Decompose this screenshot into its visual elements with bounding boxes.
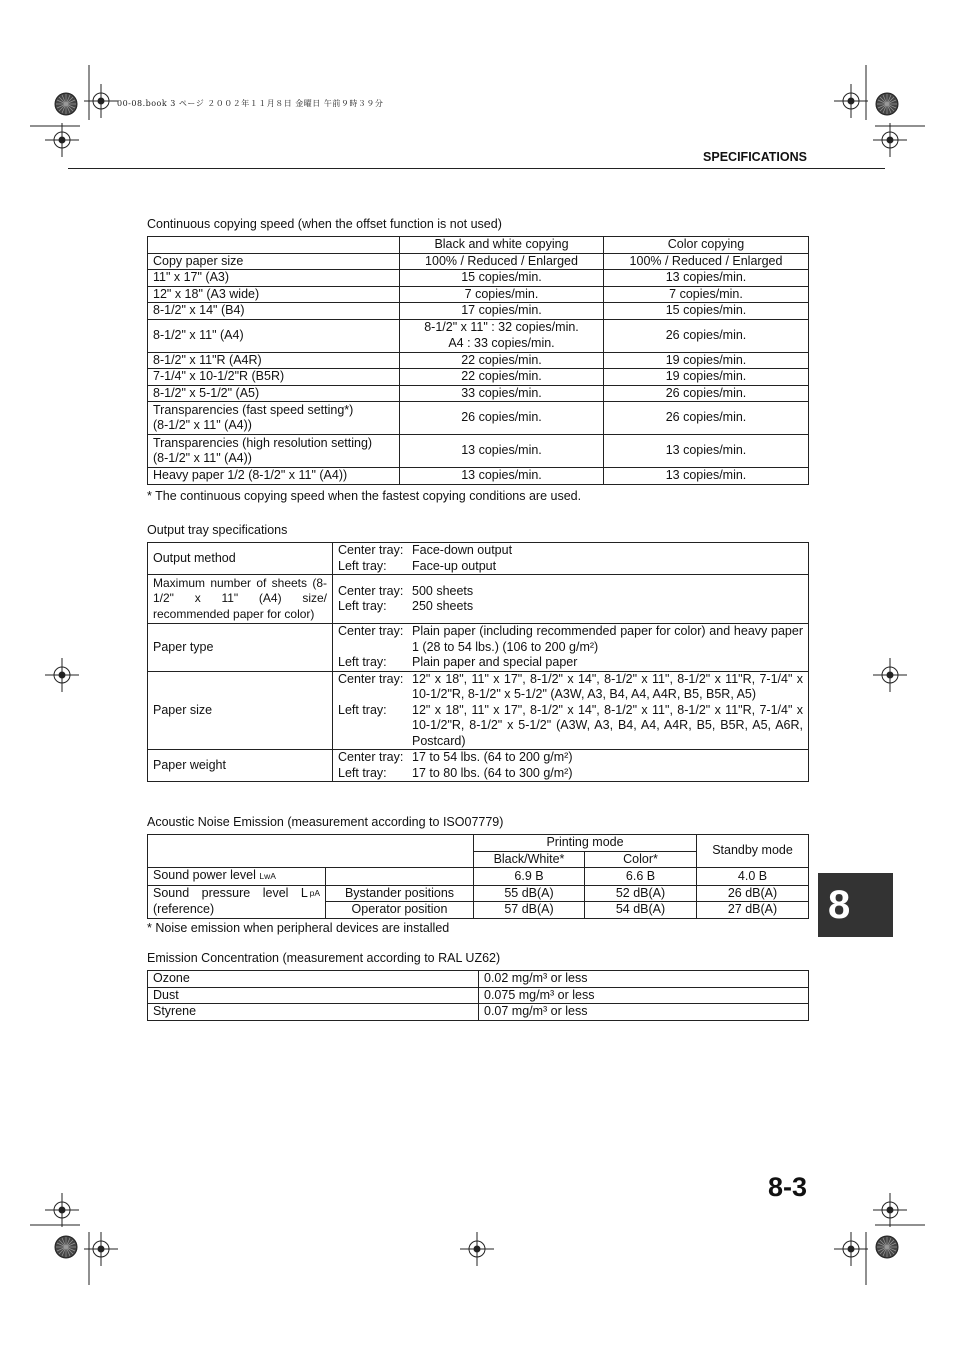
- row-label: Paper type: [148, 624, 333, 672]
- registration-crosshair-icon: [873, 658, 907, 692]
- cell-value: 17 to 54 lbs. (64 to 200 g/m²): [412, 750, 573, 764]
- center-tray-label: Center tray:: [338, 543, 404, 557]
- table-cell: 7 copies/min.: [400, 286, 604, 303]
- registration-starburst-icon: [876, 1236, 898, 1258]
- row-label: Paper weight: [148, 750, 333, 782]
- cell-value: 250 sheets: [412, 599, 474, 613]
- bw-header: Black/White*: [474, 851, 585, 868]
- cell-value: 500 sheets: [412, 583, 474, 598]
- table-cell: 4.0 B: [697, 868, 809, 886]
- table-cell: 27 dB(A): [697, 902, 809, 919]
- left-tray-label: Left tray:: [338, 599, 387, 613]
- table-cell: Transparencies (high resolution setting) (8-1/2" x 11" (A4)): [148, 435, 400, 468]
- registration-crosshair-icon: [873, 1193, 907, 1227]
- table-cell: 0.07 mg/m³ or less: [479, 1004, 809, 1021]
- table-cell: Dust: [148, 987, 479, 1004]
- left-tray-label: Left tray:: [338, 765, 387, 780]
- table-cell: 26 copies/min.: [604, 385, 809, 402]
- output-tray-caption: Output tray specifications: [147, 523, 288, 537]
- sound-pressure-label: Sound pressure level L: [153, 886, 308, 900]
- cell-value: Face-up output: [412, 558, 497, 573]
- table-cell: 0.075 mg/m³ or less: [479, 987, 809, 1004]
- left-tray-label: Left tray:: [338, 558, 387, 573]
- cell-value: 12" x 18", 11" x 17", 8-1/2" x 14", 8-1/2" x 11", 8-1/2" x 11"R, 7-1/4" x 10-1/2"R, 8-1/2" x 5-1/2" (A3W, A3, B4, A4, A4R, B5, B5R, A5, A6R, Postcard): [412, 702, 803, 748]
- table-cell: 13 copies/min.: [400, 468, 604, 485]
- table-cell: 54 dB(A): [585, 902, 697, 919]
- standby-mode-header: Standby mode: [697, 835, 809, 868]
- row-label: Output method: [148, 543, 333, 575]
- table-cell: 13 copies/min.: [604, 435, 809, 468]
- table-cell: 17 copies/min.: [400, 303, 604, 320]
- registration-crosshair-icon: [45, 658, 79, 692]
- table-cell: 8-1/2" x 14" (B4): [148, 303, 400, 320]
- table-cell: 19 copies/min.: [604, 369, 809, 386]
- cell-value: Plain paper and special paper: [412, 655, 578, 669]
- table-cell: 6.6 B: [585, 868, 697, 886]
- table-cell: 13 copies/min.: [400, 435, 604, 468]
- left-tray-label: Left tray:: [338, 655, 387, 669]
- cell-value: Plain paper (including recommended paper for color) and heavy paper 1 (28 to 54 lbs.) (106 to 200 g/m²): [412, 624, 803, 654]
- table-cell: Ozone: [148, 971, 479, 988]
- table-cell: 13 copies/min.: [604, 468, 809, 485]
- registration-crosshair-icon: [834, 1232, 868, 1266]
- sound-pressure-subscript: pA: [309, 888, 320, 898]
- cell-value: 17 to 80 lbs. (64 to 300 g/m²): [412, 765, 573, 780]
- left-tray-label: Left tray:: [338, 702, 387, 717]
- table-cell: 22 copies/min.: [400, 369, 604, 386]
- table-cell: 100% / Reduced / Enlarged: [400, 253, 604, 270]
- page-number: 8-3: [767, 1172, 807, 1202]
- chapter-number: 8: [828, 883, 851, 927]
- registration-starburst-icon: [55, 93, 77, 115]
- registration-crosshair-icon: [460, 1232, 494, 1266]
- acoustic-footnote: * Noise emission when peripheral devices are installed: [147, 921, 450, 935]
- acoustic-caption: Acoustic Noise Emission (measurement according to ISO07779): [147, 815, 504, 829]
- table-cell: Transparencies (fast speed setting*) (8-1/2" x 11" (A4)): [148, 402, 400, 435]
- emission-caption: Emission Concentration (measurement according to RAL UZ62): [147, 951, 501, 965]
- copying-speed-caption: Continuous copying speed (when the offset function is not used): [147, 217, 502, 231]
- file-info: 00-08.book 3 ページ ２００２年１１月８日 金曜日 午前９時３９分: [117, 99, 384, 108]
- copying-speed-footnote: * The continuous copying speed when the fastest copying conditions are used.: [147, 489, 582, 503]
- table-cell: 8-1/2" x 11" : 32 copies/min. A4 : 33 copies/min.: [400, 319, 604, 352]
- table-cell: 8-1/2" x 11" (A4): [148, 319, 400, 352]
- table-cell: Copy paper size: [148, 253, 400, 270]
- table-cell: 11" x 17" (A3): [148, 270, 400, 287]
- sound-power-label: Sound power level: [153, 868, 256, 882]
- table-cell: 8-1/2" x 5-1/2" (A5): [148, 385, 400, 402]
- cell-value: Face-down output: [412, 543, 513, 557]
- table-cell: 19 copies/min.: [604, 352, 809, 369]
- color-header: Color*: [585, 851, 697, 868]
- table-cell: 8-1/2" x 11"R (A4R): [148, 352, 400, 369]
- operator-label: Operator position: [326, 902, 474, 919]
- registration-crosshair-icon: [45, 1193, 79, 1227]
- table-cell: 7-1/4" x 10-1/2"R (B5R): [148, 369, 400, 386]
- table-cell: 15 copies/min.: [400, 270, 604, 287]
- table-cell: 26 dB(A): [697, 885, 809, 902]
- table-cell: Heavy paper 1/2 (8-1/2" x 11" (A4)): [148, 468, 400, 485]
- section-title: SPECIFICATIONS: [703, 150, 807, 164]
- cell-value: 12" x 18", 11" x 17", 8-1/2" x 14", 8-1/2" x 11", 8-1/2" x 11"R, 7-1/4" x 10-1/2"R, 8-1/2" x 5-1/2" (A3W, A3, B4, A4, A4R, B5, B5R, A5): [412, 671, 803, 701]
- table-cell: 26 copies/min.: [604, 402, 809, 435]
- reference-label: (reference): [153, 901, 215, 916]
- table-cell: 6.9 B: [474, 868, 585, 886]
- registration-crosshair-icon: [873, 123, 907, 157]
- table-cell: 12" x 18" (A3 wide): [148, 286, 400, 303]
- center-tray-label: Center tray:: [338, 624, 404, 638]
- table-cell: 33 copies/min.: [400, 385, 604, 402]
- registration-starburst-icon: [876, 93, 898, 115]
- row-label: Paper size: [148, 671, 333, 750]
- center-tray-label: Center tray:: [338, 750, 404, 764]
- row-label: Maximum number of sheets (8-1/2" x 11" (A4) size/ recommended paper for color): [148, 575, 333, 624]
- table-cell: 15 copies/min.: [604, 303, 809, 320]
- center-tray-label: Center tray:: [338, 671, 404, 686]
- table-cell: 52 dB(A): [585, 885, 697, 902]
- table-cell: 13 copies/min.: [604, 270, 809, 287]
- registration-crosshair-icon: [834, 84, 868, 118]
- table-cell: Styrene: [148, 1004, 479, 1021]
- registration-crosshair-icon: [45, 123, 79, 157]
- column-header: Black and white copying: [400, 237, 604, 254]
- column-header: Color copying: [604, 237, 809, 254]
- table-cell: 55 dB(A): [474, 885, 585, 902]
- center-tray-label: Center tray:: [338, 583, 404, 598]
- registration-starburst-icon: [55, 1236, 77, 1258]
- table-cell: 26 copies/min.: [604, 319, 809, 352]
- printing-mode-header: Printing mode: [474, 835, 697, 852]
- table-cell: 57 dB(A): [474, 902, 585, 919]
- table-cell: 22 copies/min.: [400, 352, 604, 369]
- table-cell: 26 copies/min.: [400, 402, 604, 435]
- table-cell: 100% / Reduced / Enlarged: [604, 253, 809, 270]
- table-cell: 0.02 mg/m³ or less: [479, 971, 809, 988]
- table-cell: 7 copies/min.: [604, 286, 809, 303]
- sound-power-subscript: LwA: [259, 871, 276, 881]
- bystander-label: Bystander positions: [326, 885, 474, 902]
